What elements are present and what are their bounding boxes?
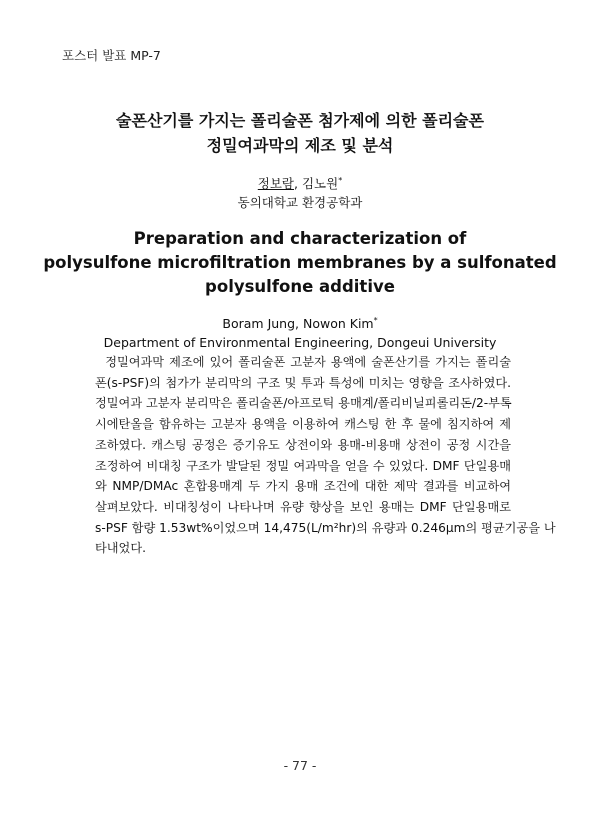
korean-title-line: 정밀여과막의 제조 및 분석 [206, 136, 394, 155]
page-number: - 77 - [283, 758, 317, 773]
abstract-line: 조하였다. 캐스팅 공정은 증기유도 상전이와 용매-비용매 상전이 공정 시간을 [95, 437, 511, 452]
author-separator: , [294, 176, 302, 191]
abstract-line: 시에탄올을 함유하는 고분자 용액을 이용하여 캐스팅 한 후 물에 침지하여 제 [95, 417, 511, 432]
english-title-line: Preparation and characterization of [133, 229, 467, 248]
korean-author-names [40, 174, 560, 193]
abstract-body [95, 352, 556, 559]
english-author-names: Boram Jung, Nowon Kim [222, 316, 374, 331]
english-title-line: polysulfone additive [205, 277, 395, 296]
presenting-author: 정보람 [257, 176, 295, 191]
english-title-line: polysulfone microfiltration membranes by a sulfonated [43, 253, 557, 272]
korean-authors-block [40, 174, 560, 212]
korean-title [40, 108, 560, 158]
korean-title-line: 술폰산기를 가지는 폴리술폰 첨가제에 의한 폴리술폰 [116, 111, 484, 130]
abstract-line: s-PSF 함량 1.53wt%이었으며 14,475(L/m²hr)의 유량과 0.246μm의 평균기공을 나 [95, 520, 556, 535]
abstract-line: 살펴보았다. 비대칭성이 나타나며 유량 향상을 보인 용매는 DMF 단일용매로 [95, 499, 511, 514]
english-authors-block [40, 314, 560, 352]
abstract-line: 폰(s-PSF)의 첨가가 분리막의 구조 및 투과 특성에 미치는 영향을 조사하였다. [95, 375, 511, 390]
english-title [40, 227, 560, 299]
corresponding-mark: * [373, 315, 378, 325]
english-author-names-row [40, 314, 560, 333]
korean-affiliation: 동의대학교 환경공학과 [237, 195, 363, 210]
abstract-line: 조정하여 비대칭 구조가 발달된 정밀 여과막을 얻을 수 있었다. DMF 단일용매 [95, 458, 511, 473]
abstract-line: 정밀여과 고분자 분리막은 폴리술폰/아프로틱 용매계/폴리비닐피롤리돈/2-부톡 [95, 396, 512, 411]
abstract-line: 정밀여과막 제조에 있어 폴리술폰 고분자 용액에 술폰산기를 가지는 폴리술 [95, 355, 511, 369]
abstract-line: 타내었다. [95, 541, 146, 556]
abstract-line: 와 NMP/DMAc 혼합용매계 두 가지 용매 조건에 대한 제막 결과를 비교하여 [95, 479, 511, 494]
corresponding-author: 김노원 [301, 176, 339, 191]
english-affiliation: Department of Environmental Engineering, Dongeui University [103, 335, 497, 350]
poster-session-label: 포스터 발표 MP-7 [62, 48, 161, 63]
corresponding-mark: * [338, 175, 343, 185]
